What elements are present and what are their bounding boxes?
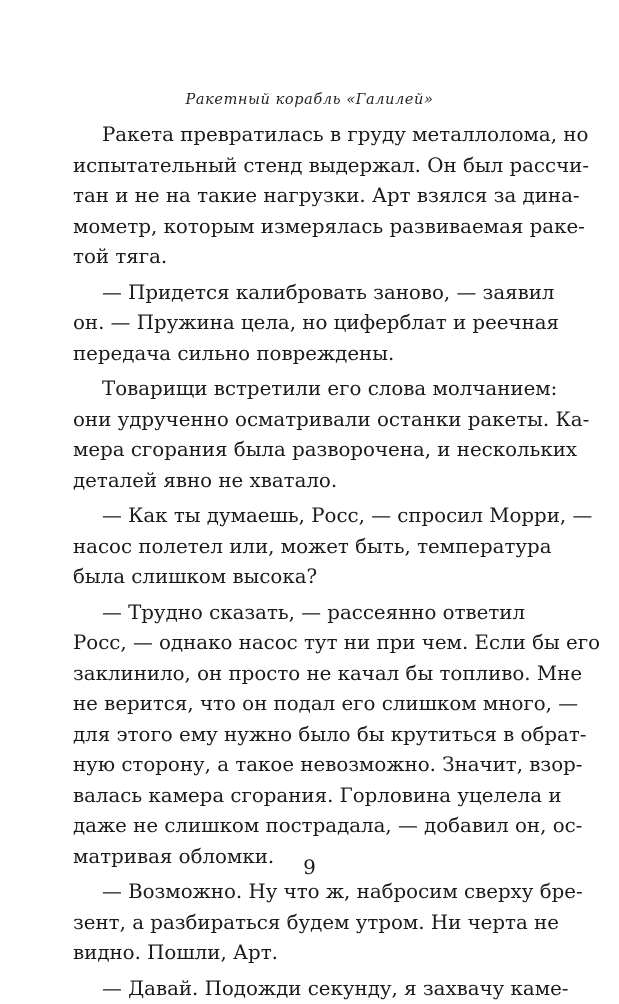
text-line: — Давай. Подожди секунду, я захвачу каме- <box>73 974 505 1004</box>
paragraph <box>73 598 505 873</box>
paragraph <box>73 501 505 593</box>
text-line: мометр, которым измерялась развиваемая раке- <box>73 212 505 243</box>
text-line: они удрученно осматривали останки ракеты. Ка- <box>73 405 505 436</box>
text-line: зент, а разбираться будем утром. Ни черта не <box>73 908 505 939</box>
text-line: мера сгорания была разворочена, и нескольких <box>73 435 505 466</box>
text-line: той тяга. <box>73 242 505 273</box>
text-line: — Как ты думаешь, Росс, — спросил Морри, — <box>73 501 505 532</box>
text-line: Товарищи встретили его слова молчанием: <box>73 374 505 405</box>
paragraph <box>73 877 505 969</box>
paragraph <box>73 120 505 273</box>
text-line: — Трудно сказать, — рассеянно ответил <box>73 598 505 629</box>
text-line: — Возможно. Ну что ж, набросим сверху бре- <box>73 877 505 908</box>
text-line: матривая обломки. <box>73 842 505 873</box>
text-line: видно. Пошли, Арт. <box>73 938 505 969</box>
text-line: даже не слишком пострадала, — добавил он, ос- <box>73 811 505 842</box>
text-line: передача сильно повреждены. <box>73 339 505 370</box>
text-line: испытательный стенд выдержал. Он был рассчи- <box>73 151 505 182</box>
text-line: он. — Пружина цела, но циферблат и реечная <box>73 308 505 339</box>
text-line: ную сторону, а такое невозможно. Значит, взор- <box>73 750 505 781</box>
text-line: насос полетел или, может быть, температура <box>73 532 505 563</box>
paragraph <box>73 278 505 370</box>
text-line: для этого ему нужно было бы крутиться в обрат- <box>73 720 505 751</box>
text-line: Ракета превратилась в груду металлолома, но <box>73 120 505 151</box>
text-line: не верится, что он подал его слишком много, — <box>73 689 505 720</box>
text-line: деталей явно не хватало. <box>73 466 505 497</box>
text-line: тан и не на такие нагрузки. Арт взялся за дина- <box>73 181 505 212</box>
text-line: Росс, — однако насос тут ни при чем. Если бы его <box>73 628 505 659</box>
running-header: Ракетный корабль «Галилей» <box>0 92 619 108</box>
paragraph <box>73 974 505 1004</box>
text-line: валась камера сгорания. Горловина уцелела и <box>73 781 505 812</box>
text-line: — Придется калибровать заново, — заявил <box>73 278 505 309</box>
text-line: была слишком высока? <box>73 562 505 593</box>
paragraph <box>73 374 505 496</box>
text-line: заклинило, он просто не качал бы топливо. Мне <box>73 659 505 690</box>
page-number: 9 <box>0 855 619 879</box>
